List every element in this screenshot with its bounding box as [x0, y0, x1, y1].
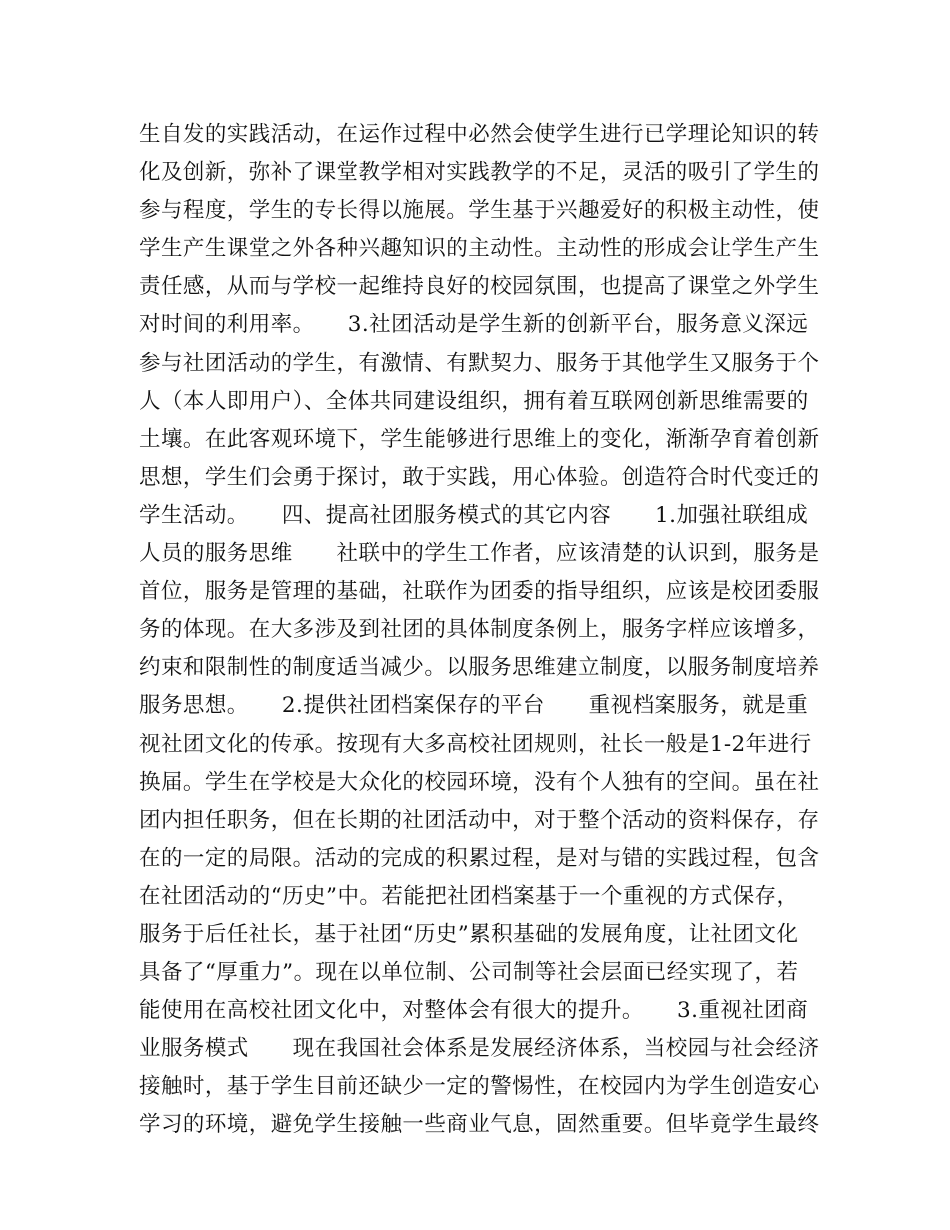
text-line: 学习的环境，避免学生接触一些商业气息，固然重要。但毕竟学生最终 — [139, 1112, 820, 1138]
body-text — [139, 116, 819, 1145]
text-line: 具备了“厚重力”。现在以单位制、公司制等社会层面已经实现了，若 — [139, 960, 799, 986]
text-line: 服务于后任社长，基于社团“历史”累积基础的发展角度，让社团文化 — [139, 921, 799, 947]
text-line: 在社团活动的“历史”中。若能把社团档案基于一个重视的方式保存， — [139, 883, 799, 909]
text-line: 责任感，从而与学校一起维持良好的校园氛围，也提高了课堂之外学生 — [139, 274, 820, 300]
text-line: 思想，学生们会勇于探讨，敢于实践，用心体验。创造符合时代变迁的 — [139, 464, 820, 490]
text-line: 首位，服务是管理的基础，社联作为团委的指导组织，应该是校团委服 — [139, 579, 820, 605]
text-line: 视社团文化的传承。按现有大多高校社团规则，社长一般是1-2年进行 — [139, 731, 812, 757]
text-line: 学生活动。 四、提高社团服务模式的其它内容 1.加强社联组成 — [139, 502, 809, 528]
text-line: 在的一定的局限。活动的完成的积累过程，是对与错的实践过程，包含 — [139, 845, 820, 871]
text-line: 务的体现。在大多涉及到社团的具体制度条例上，服务字样应该增多， — [139, 617, 820, 643]
text-line: 参与程度，学生的专长得以施展。学生基于兴趣爱好的积极主动性，使 — [139, 198, 820, 224]
text-line: 化及创新，弥补了课堂教学相对实践教学的不足，灵活的吸引了学生的 — [139, 160, 820, 186]
text-line: 服务思想。 2.提供社团档案保存的平台 重视档案服务，就是重 — [139, 693, 809, 719]
text-line: 参与社团活动的学生，有激情、有默契力、服务于其他学生又服务于个 — [139, 350, 820, 376]
text-line: 接触时，基于学生目前还缺少一定的警惕性，在校园内为学生创造安心 — [139, 1074, 820, 1100]
text-line: 人员的服务思维 社联中的学生工作者，应该清楚的认识到，服务是 — [139, 541, 820, 567]
text-line: 团内担任职务，但在长期的社团活动中，对于整个活动的资料保存，存 — [139, 807, 820, 833]
text-line: 能使用在高校社团文化中，对整体会有很大的提升。 3.重视社团商 — [139, 998, 809, 1024]
text-line: 人（本人即用户）、全体共同建设组织，拥有着互联网创新思维需要的 — [139, 388, 809, 414]
text-line: 生自发的实践活动，在运作过程中必然会使学生进行已学理论知识的转 — [139, 122, 820, 147]
text-line: 业服务模式 现在我国社会体系是发展经济体系，当校园与社会经济 — [139, 1036, 820, 1062]
text-line: 学生产生课堂之外各种兴趣知识的主动性。主动性的形成会让学生产生 — [139, 236, 820, 262]
text-line: 换届。学生在学校是大众化的校园环境，没有个人独有的空间。虽在社 — [139, 769, 820, 795]
text-line: 对时间的利用率。 3.社团活动是学生新的创新平台，服务意义深远 — [139, 312, 809, 338]
text-line: 土壤。在此客观环境下，学生能够进行思维上的变化，渐渐孕育着创新 — [139, 426, 820, 452]
text-line: 约束和限制性的制度适当减少。以服务思维建立制度，以服务制度培养 — [139, 655, 820, 681]
